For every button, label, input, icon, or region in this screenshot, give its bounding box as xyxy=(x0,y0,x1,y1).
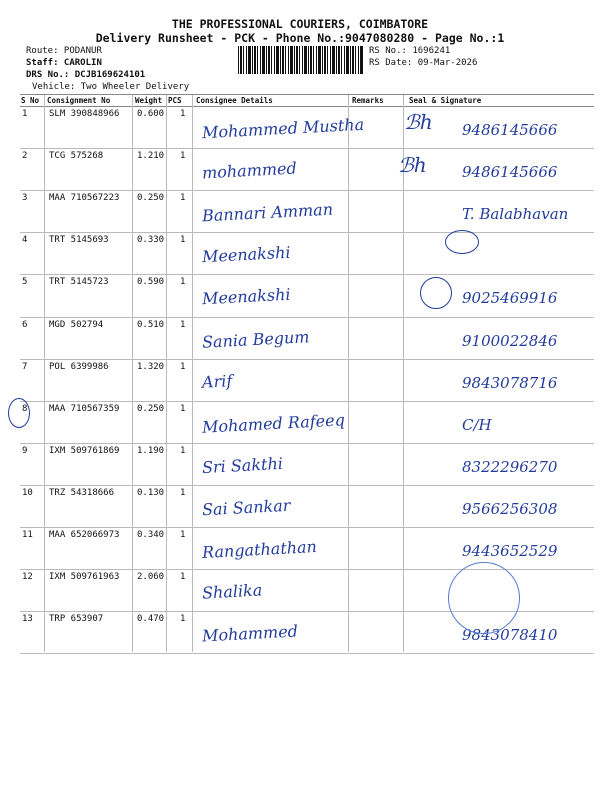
row-weight: 0.250 xyxy=(137,403,165,414)
row-signature-handwriting: 9486145666 xyxy=(462,163,558,182)
row-divider xyxy=(20,401,594,402)
row-pcs: 1 xyxy=(180,109,186,119)
row-consignee-handwriting: Shalika xyxy=(201,580,263,603)
row-divider xyxy=(20,317,594,318)
row-signature-handwriting: 9843078410 xyxy=(462,626,558,645)
row-divider xyxy=(20,274,594,275)
row-signature-handwriting: 9486145666 xyxy=(462,121,558,139)
column-header-weight: Weight xyxy=(135,96,163,105)
row-consignee-handwriting: Sania Begum xyxy=(201,326,310,352)
row-pcs: 1 xyxy=(180,319,186,330)
row-weight: 0.470 xyxy=(137,614,165,625)
row-consignment-no: TCG 575268 xyxy=(49,151,104,162)
column-header-consignee: Consignee Details xyxy=(196,96,273,105)
row-weight: 0.340 xyxy=(137,530,165,540)
row-mark-circle xyxy=(8,398,30,428)
rs-number: RS No.: 1696241 xyxy=(369,46,451,56)
signature-scribble: ℬℎ xyxy=(398,153,427,177)
row-sno: 10 xyxy=(22,487,33,498)
row-consignment-no: IXM 509761963 xyxy=(49,572,120,583)
route-label: Route: PODANUR xyxy=(26,46,102,56)
row-consignee-handwriting: Sri Sakthi xyxy=(201,453,284,477)
row-signature-handwriting: 8322296270 xyxy=(462,457,558,476)
row-consignment-no: TRT 5145723 xyxy=(49,277,109,288)
row-weight: 1.210 xyxy=(137,151,165,162)
row-signature-handwriting: 9025469916 xyxy=(462,289,558,308)
row-pcs: 1 xyxy=(180,445,186,456)
row-consignee-handwriting: Bannari Amman xyxy=(201,199,334,226)
row-consignee-handwriting: Arif xyxy=(201,370,233,392)
row-pcs: 1 xyxy=(180,235,186,246)
row-divider xyxy=(20,443,594,444)
row-sno: 7 xyxy=(22,361,28,372)
row-divider xyxy=(20,190,594,191)
row-divider xyxy=(20,653,594,654)
row-consignee-handwriting: Rangathathan xyxy=(201,537,318,562)
row-pcs: 1 xyxy=(180,361,186,372)
row-sno: 3 xyxy=(22,193,28,204)
row-weight: 0.600 xyxy=(137,109,165,119)
row-weight: 0.510 xyxy=(137,319,165,330)
stamp-circle xyxy=(448,562,520,634)
row-consignee-handwriting: Meenakshi xyxy=(201,285,291,309)
row-consignment-no: MGD 502794 xyxy=(49,319,104,330)
table-header-border xyxy=(20,94,594,95)
row-consignee-handwriting: Mohammed xyxy=(201,621,299,646)
row-weight: 1.320 xyxy=(137,361,165,372)
row-pcs: 1 xyxy=(180,572,186,583)
row-weight: 0.590 xyxy=(137,277,165,288)
row-consignment-no: IXM 509761869 xyxy=(49,445,120,456)
row-sno: 6 xyxy=(22,319,28,330)
row-consignment-no: TRT 5145693 xyxy=(49,235,109,246)
row-consignment-no: MAA 710567359 xyxy=(49,403,120,414)
row-sno: 13 xyxy=(22,614,33,625)
row-weight: 0.250 xyxy=(137,193,165,204)
row-divider xyxy=(20,527,594,528)
row-divider xyxy=(20,148,594,149)
row-signature-handwriting: 9100022846 xyxy=(462,331,558,350)
row-signature-handwriting: C/H xyxy=(462,415,492,434)
row-sno: 12 xyxy=(22,572,33,583)
row-consignee-handwriting: Mohamed Rafeeq xyxy=(201,409,346,437)
row-consignment-no: TRZ 54318666 xyxy=(49,487,115,498)
row-consignment-no: TRP 653907 xyxy=(49,614,104,625)
column-header-seal: Seal & Signature xyxy=(409,96,482,105)
row-consignee-handwriting: mohammed xyxy=(201,158,298,183)
row-pcs: 1 xyxy=(180,487,186,498)
row-sno: 2 xyxy=(22,151,28,162)
row-divider xyxy=(20,569,594,570)
row-weight: 1.190 xyxy=(137,445,165,456)
row-pcs: 1 xyxy=(180,530,186,540)
row-consignment-no: MAA 652066973 xyxy=(49,530,120,540)
rs-date: RS Date: 09-Mar-2026 xyxy=(369,58,478,68)
signature-scribble: ℬℎ xyxy=(404,110,433,134)
row-consignment-no: MAA 710567223 xyxy=(49,193,120,204)
row-pcs: 1 xyxy=(180,403,186,414)
row-sno: 8 xyxy=(22,403,28,414)
row-pcs: 1 xyxy=(180,151,186,162)
row-signature-handwriting: 9566256308 xyxy=(462,499,558,518)
row-divider xyxy=(20,232,594,233)
runsheet-subtitle: Delivery Runsheet - PCK - Phone No.:9047080280 - Page No.:1 xyxy=(95,31,505,45)
row-sno: 9 xyxy=(22,445,28,456)
row-signature-handwriting: T. Balabhavan xyxy=(462,205,569,224)
row-consignment-no: SLM 390848966 xyxy=(49,109,120,119)
row-consignee-handwriting: Meenakshi xyxy=(201,242,291,267)
row-weight: 0.130 xyxy=(137,487,165,498)
row-weight: 0.330 xyxy=(137,235,165,246)
row-pcs: 1 xyxy=(180,277,186,288)
signature-scribble xyxy=(420,277,452,309)
row-divider xyxy=(20,485,594,486)
drs-label: DRS No.: DCJB169624101 xyxy=(26,70,146,80)
vehicle-label: Vehicle: Two Wheeler Delivery xyxy=(32,82,190,92)
signature-scribble xyxy=(445,230,479,254)
row-consignment-no: POL 6399986 xyxy=(49,361,109,372)
runsheet-title: THE PROFESSIONAL COURIERS, COIMBATORE xyxy=(171,17,429,31)
row-consignee-handwriting: Mohammed Mustha xyxy=(201,114,365,143)
row-signature-handwriting: 9443652529 xyxy=(462,542,558,560)
table-header-bottom xyxy=(20,106,594,107)
row-sno: 11 xyxy=(22,530,33,540)
column-header-remarks: Remarks xyxy=(352,96,384,105)
row-divider xyxy=(20,359,594,360)
row-signature-handwriting: 9843078716 xyxy=(462,373,558,392)
row-pcs: 1 xyxy=(180,614,186,625)
row-sno: 1 xyxy=(22,109,28,119)
column-header-sno: S No xyxy=(21,96,40,105)
row-sno: 5 xyxy=(22,277,28,288)
column-header-pcs: PCS xyxy=(168,96,182,105)
column-header-consignment: Consignment No xyxy=(47,96,111,105)
row-weight: 2.060 xyxy=(137,572,165,583)
staff-label: Staff: CAROLIN xyxy=(26,58,102,68)
row-sno: 4 xyxy=(22,235,28,246)
barcode xyxy=(238,46,364,74)
row-consignee-handwriting: Sai Sankar xyxy=(201,495,291,520)
row-pcs: 1 xyxy=(180,193,186,204)
